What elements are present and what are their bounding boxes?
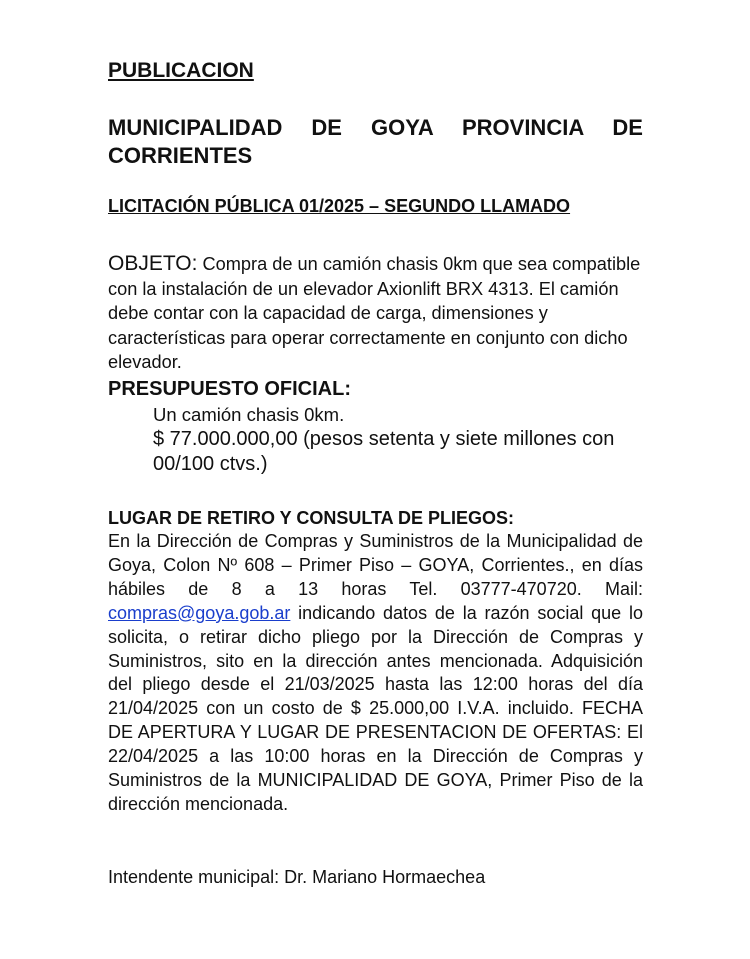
retrieval-heading: LUGAR DE RETIRO Y CONSULTA DE PLIEGOS: — [108, 508, 515, 528]
budget-heading: PRESUPUESTO OFICIAL: — [108, 378, 351, 400]
organization-heading: MUNICIPALIDAD DE GOYA PROVINCIA DE CORRIENTES — [108, 115, 643, 168]
retrieval-text-1: En la Dirección de Compras y Suministros de la Municipalidad de Goya, Colon Nº 608 – Primer Piso – GOYA, Corrientes., en días hábiles de 8 a 13 horas Tel. 03777-470720. Mail: — [108, 531, 643, 599]
object-text: Compra de un camión chasis 0km que sea compatible con la instalación de un elevador Axionlift BRX 4313. El camión debe contar con la capacidad de carga, dimensiones y características para operar correctamente en conjunto con dicho elevador. — [108, 254, 641, 372]
budget-item: Un camión chasis 0km. — [153, 404, 345, 425]
budget-body — [153, 402, 645, 477]
object-label: OBJETO: — [108, 252, 198, 275]
publication-title: PUBLICACION — [108, 59, 254, 82]
object-paragraph — [108, 252, 643, 375]
budget-amount: $ 77.000.000,00 (pesos setenta y siete millones con 00/100 ctvs.) — [153, 428, 615, 475]
email-link[interactable]: compras@goya.gob.ar — [108, 602, 291, 623]
mayor-signature-line: Intendente municipal: Dr. Mariano Hormaechea — [108, 867, 486, 887]
tender-heading: LICITACIÓN PÚBLICA 01/2025 – SEGUNDO LLAMADO — [108, 196, 571, 216]
retrieval-paragraph — [108, 530, 643, 817]
retrieval-text-2: indicando datos de la razón social que lo solicita, o retirar dicho pliego por la Dirección de Compras y Suministros, sito en la dirección antes mencionada. Adquisición del pliego desde el 21/03/2025 hasta las 12:00 horas del día 21/04/2025 con un costo de $ 25.000,00 I.V.A. incluido. FECHA DE APERTURA Y LUGAR DE PRESENTACION DE OFERTAS: El 22/04/2025 a las 10:00 horas en la Dirección de Compras y Suministros de la MUNICIPALIDAD DE GOYA, Primer Piso de la dirección mencionada. — [108, 602, 643, 814]
